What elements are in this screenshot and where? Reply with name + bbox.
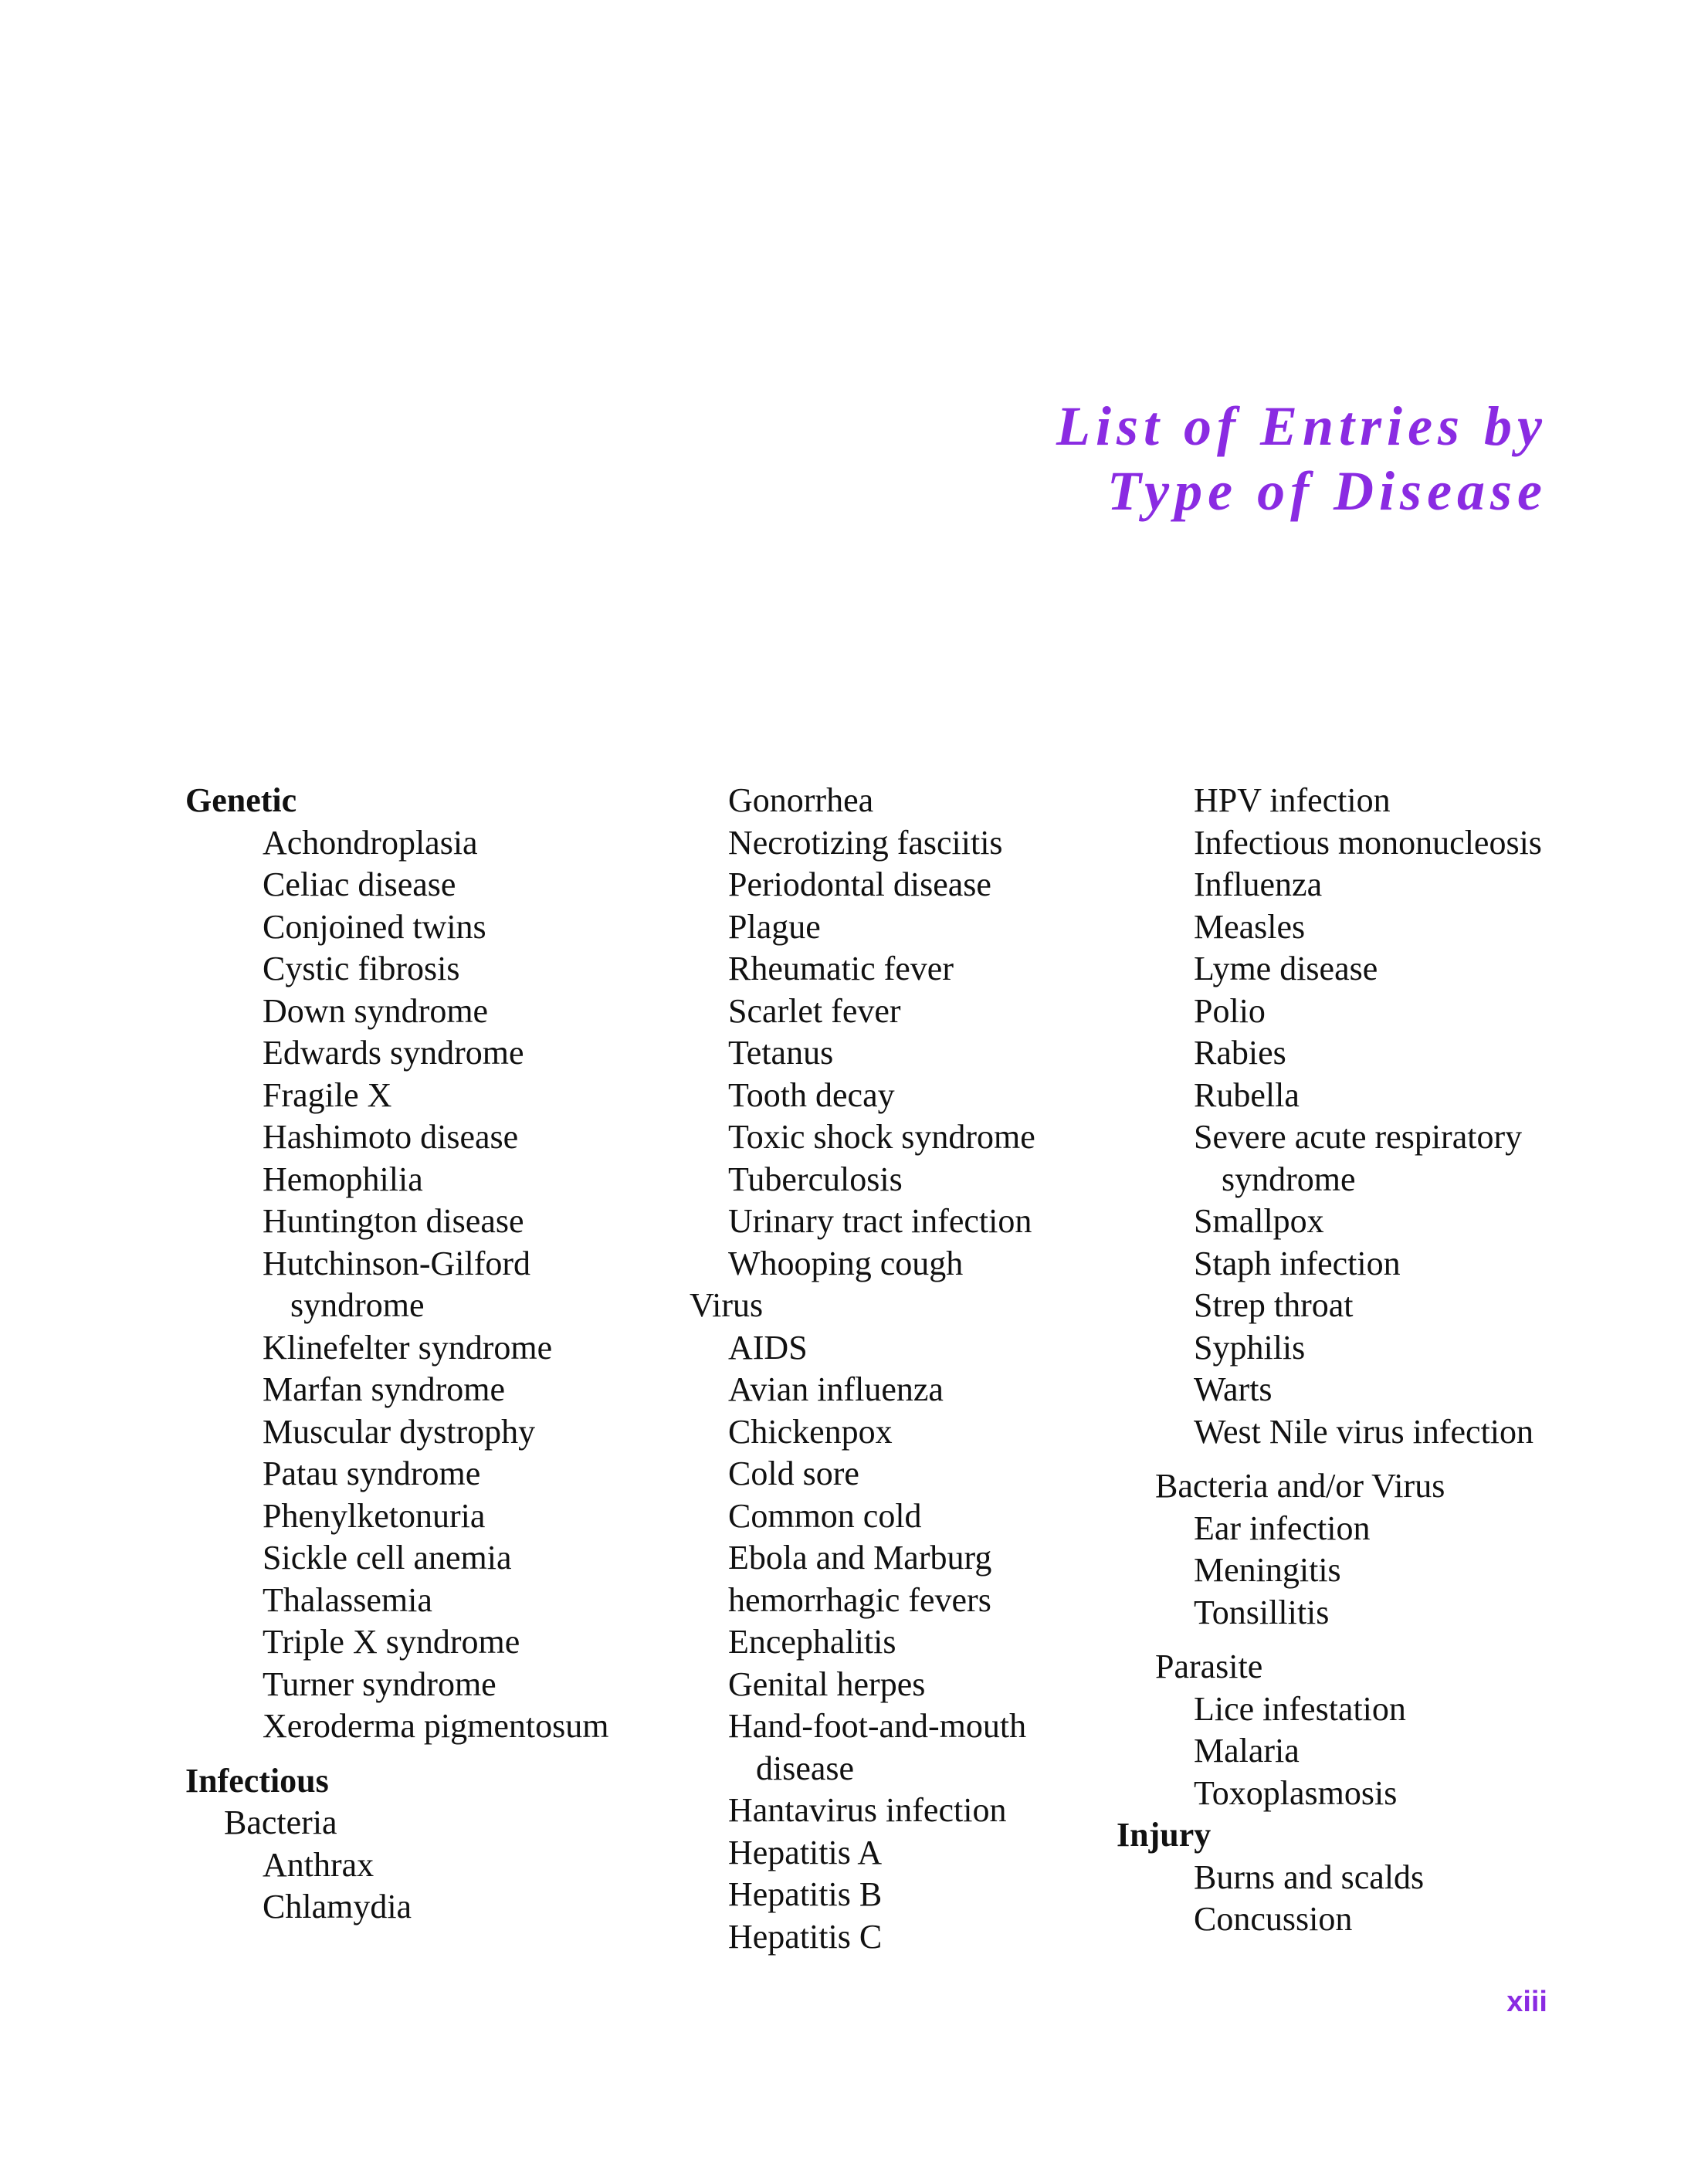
entry-item: Periodontal disease	[728, 865, 991, 903]
entry-item: Measles	[1194, 907, 1306, 946]
entry-item: Huntington disease	[263, 1202, 524, 1240]
entry-item: Plague	[728, 907, 821, 946]
entry-item: Ebola and Marburg	[728, 1539, 992, 1577]
entry-item: Toxoplasmosis	[1194, 1773, 1398, 1812]
entry-item: Whooping cough	[728, 1244, 964, 1282]
entry-item: Cystic fibrosis	[263, 950, 460, 987]
entry-item: Anthrax	[263, 1845, 374, 1884]
entry-item: Hepatitis C	[728, 1917, 883, 1956]
entry-item: Fragile X	[263, 1075, 392, 1114]
entry-item: Influenza	[1194, 865, 1323, 903]
column-1	[185, 780, 679, 1929]
entry-item: Rabies	[1194, 1034, 1286, 1072]
entry-item: Necrotizing fasciitis	[728, 823, 1003, 862]
entry-item: Xeroderma pigmentosum	[263, 1707, 609, 1745]
entry-item: Hashimoto disease	[263, 1118, 519, 1156]
page-title	[1056, 394, 1547, 523]
column-2	[690, 780, 1137, 1958]
entry-item: Meningitis	[1194, 1551, 1341, 1589]
entry-item: Tetanus	[728, 1034, 834, 1072]
entry-item-continuation: disease	[756, 1749, 855, 1787]
entry-item: Rheumatic fever	[728, 950, 954, 987]
entry-item: Staph infection	[1194, 1244, 1401, 1282]
subcategory-bacteria-and-or-virus: Bacteria and/or Virus	[1155, 1467, 1445, 1505]
entry-item: Encephalitis	[728, 1623, 896, 1661]
column-3	[1117, 780, 1580, 1941]
entry-item: Hemophilia	[263, 1160, 423, 1198]
entry-item: Malaria	[1194, 1732, 1300, 1770]
entry-item: Celiac disease	[263, 865, 456, 903]
entry-item: Tonsillitis	[1194, 1593, 1330, 1631]
category-injury: Injury	[1117, 1816, 1212, 1854]
subcategory-virus: Virus	[690, 1286, 764, 1324]
entry-item: Hepatitis A	[728, 1833, 883, 1871]
entry-item: West Nile virus infection	[1194, 1412, 1534, 1451]
entry-item: hemorrhagic fevers	[728, 1580, 991, 1619]
category-infectious: Infectious	[185, 1761, 329, 1800]
entry-item: Hutchinson-Gilford	[263, 1244, 531, 1282]
entry-item: Muscular dystrophy	[263, 1412, 536, 1451]
entry-item: Hantavirus infection	[728, 1791, 1007, 1829]
page-title-line-1: List of Entries by	[1056, 395, 1547, 457]
subcategory-parasite: Parasite	[1155, 1648, 1263, 1685]
subcategory-bacteria: Bacteria	[224, 1804, 337, 1841]
entry-item: Lyme disease	[1194, 950, 1378, 987]
entry-item: Toxic shock syndrome	[728, 1118, 1035, 1156]
entry-item: Marfan syndrome	[263, 1370, 506, 1408]
entry-item: HPV infection	[1194, 781, 1391, 819]
category-genetic: Genetic	[185, 781, 297, 819]
entry-item: Severe acute respiratory	[1194, 1118, 1523, 1156]
entry-item: Sickle cell anemia	[263, 1539, 512, 1577]
entry-item: Infectious mononucleosis	[1194, 823, 1542, 862]
entry-item: Hepatitis B	[728, 1875, 883, 1913]
entry-item: Rubella	[1194, 1075, 1300, 1114]
entry-item: Down syndrome	[263, 991, 489, 1030]
entry-item: Turner syndrome	[263, 1665, 496, 1703]
entry-item: Phenylketonuria	[263, 1496, 486, 1535]
entry-item: Polio	[1194, 991, 1266, 1030]
entry-item: Avian influenza	[728, 1370, 944, 1408]
page-title-line-2: Type of Disease	[1106, 460, 1547, 522]
entry-item: Common cold	[728, 1496, 922, 1535]
entry-item: Chlamydia	[263, 1888, 412, 1925]
entry-item: Hand-foot-and-mouth	[728, 1707, 1027, 1745]
entry-item: Cold sore	[728, 1455, 859, 1492]
entry-item: Lice infestation	[1194, 1689, 1406, 1728]
entry-item: Urinary tract infection	[728, 1202, 1032, 1240]
entry-item: Warts	[1194, 1370, 1273, 1408]
entry-item: Genital herpes	[728, 1665, 926, 1703]
entry-item: Smallpox	[1194, 1202, 1324, 1240]
entry-item: Scarlet fever	[728, 991, 901, 1030]
entry-item: Thalassemia	[263, 1580, 432, 1619]
entry-item-continuation: syndrome	[290, 1286, 425, 1324]
entry-item: Ear infection	[1194, 1509, 1371, 1547]
entry-item: Concussion	[1194, 1900, 1353, 1938]
entry-item: Burns and scalds	[1194, 1858, 1425, 1896]
entry-item: Syphilis	[1194, 1328, 1306, 1367]
page-number: xiii	[1506, 1986, 1547, 2018]
entry-item: Edwards syndrome	[263, 1034, 524, 1072]
entry-item: Gonorrhea	[728, 781, 874, 819]
entry-item: Strep throat	[1194, 1286, 1354, 1324]
entry-item: Patau syndrome	[263, 1455, 481, 1492]
entry-item: Tooth decay	[728, 1075, 895, 1114]
entry-item-continuation: syndrome	[1222, 1160, 1356, 1198]
entry-item: Tuberculosis	[728, 1160, 903, 1198]
entry-item: AIDS	[728, 1328, 808, 1367]
entry-item: Triple X syndrome	[263, 1623, 520, 1661]
entry-item: Klinefelter syndrome	[263, 1328, 553, 1367]
entry-item: Achondroplasia	[263, 823, 478, 862]
entry-item: Conjoined twins	[263, 907, 486, 946]
entry-item: Chickenpox	[728, 1412, 893, 1451]
